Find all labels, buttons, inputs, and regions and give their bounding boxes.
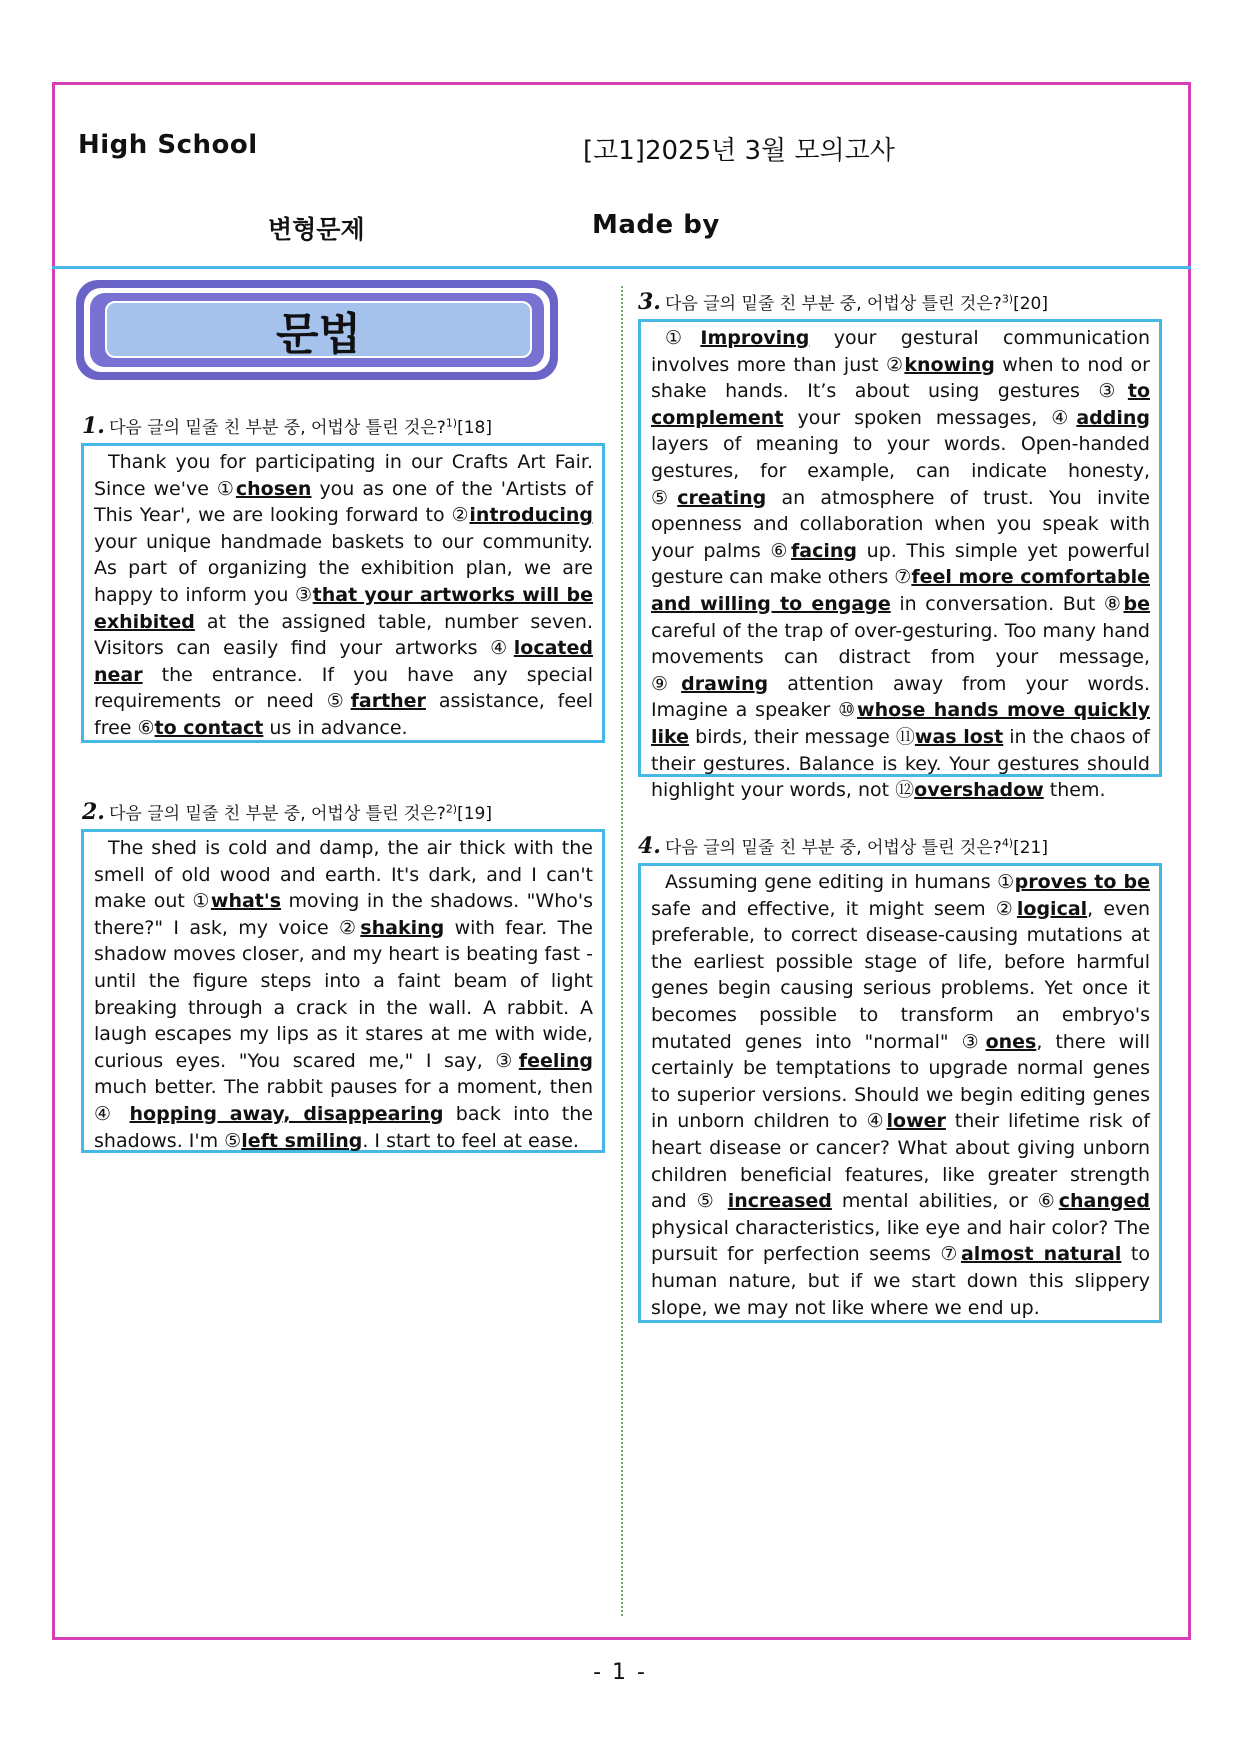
passage-text: to human nature, but if we start down this slippery slope, we may not like where we end up. <box>651 1243 1150 1319</box>
question-2-title <box>82 799 492 825</box>
underlined-choice: adding <box>1076 406 1150 429</box>
underlined-choice: changed <box>1058 1190 1150 1213</box>
passage-text: , there will certainly be temptations to upgrade normal genes to superior versions. Should we begin editing genes in unborn children to ④ <box>651 1030 1150 1133</box>
question-source: [19] <box>457 804 493 824</box>
question-1-title <box>82 413 492 439</box>
passage-text: with fear. The shadow moves closer, and my heart is beating fast - until the figure steps into a faint beam of light breaking through a crack in the wall. A rabbit. A laugh escapes my lips as it stares at me with wide, curious eyes. "You scared me," I say, ③ <box>94 916 593 1072</box>
question-prompt: 다음 글의 밑줄 친 부분 중, 어법상 틀린 것은? <box>108 804 446 824</box>
question-1-box <box>81 443 605 743</box>
passage-text: your gestural communication involves more than just ② <box>651 327 1150 376</box>
underlined-choice: lower <box>886 1110 946 1133</box>
school-label: High School <box>78 130 258 160</box>
passage-text: moving in the shadows. "Who's there?" I ask, my voice ② <box>94 890 593 939</box>
passage-text: your spoken messages, ④ <box>783 406 1077 429</box>
question-number: 3. <box>638 289 661 315</box>
underlined-choice: introducing <box>469 504 593 527</box>
underlined-choice: shaking <box>360 916 445 939</box>
underlined-choice: ones <box>985 1030 1037 1053</box>
underlined-choice: be <box>1123 592 1151 615</box>
question-3-box <box>638 319 1162 802</box>
subtitle: 변형문제 <box>268 215 365 244</box>
underlined-choice: overshadow <box>914 779 1044 802</box>
question-2-passage <box>94 835 593 1154</box>
question-prompt: 다음 글의 밑줄 친 부분 중, 어법상 틀린 것은? <box>108 418 446 438</box>
passage-text: them. <box>1043 779 1106 802</box>
passage-text: , even preferable, to correct disease-causing mutations at the earliest possible stage of life, before harmful genes begin causing serious problems. Yet once it becomes possible to transform an embryo's mutated genes into "normal" ③ <box>651 897 1150 1053</box>
passage-text: . I start to feel at ease. <box>362 1129 579 1152</box>
question-source: [21] <box>1013 838 1049 858</box>
question-number: 2. <box>82 799 105 825</box>
passage-text: at the assigned table, number seven. Visitors can easily find your artworks ④ <box>94 610 593 660</box>
question-prompt: 다음 글의 밑줄 친 부분 중, 어법상 틀린 것은? <box>664 838 1002 858</box>
underlined-choice: located near <box>94 637 593 686</box>
passage-text: the entrance. If you have any special requirements or need ⑤ <box>94 663 593 713</box>
question-number: 4. <box>638 833 661 859</box>
underlined-choice: that your artworks will be exhibited <box>94 583 593 633</box>
passage-text: safe and effective, it might seem ② <box>651 897 1017 920</box>
underlined-choice: chosen <box>235 477 312 500</box>
question-prompt: 다음 글의 밑줄 친 부분 중, 어법상 틀린 것은? <box>664 294 1002 314</box>
passage-text: up. This simple yet powerful gesture can make others ⑦ <box>651 539 1150 589</box>
underlined-choice: creating <box>677 486 767 509</box>
underlined-choice: farther <box>350 690 426 713</box>
passage-text: you as one of the 'Artists of This Year', we are looking forward to ② <box>94 477 594 527</box>
underlined-choice: feel more comfortable and willing to engage <box>651 566 1150 615</box>
underlined-choice: proves to be <box>1014 871 1150 893</box>
passage-text: Thank you for participating in our Crafts Art Fair. Since we've ① <box>94 451 593 500</box>
section-title: 문법 <box>105 301 532 358</box>
underlined-choice: logical <box>1016 897 1088 920</box>
underlined-choice: was lost <box>914 725 1004 748</box>
question-4-passage <box>651 869 1150 1321</box>
underlined-choice: facing <box>791 539 858 562</box>
passage-text: physical characteristics, like eye and hair color? The pursuit for perfection seems ⑦ <box>651 1216 1150 1266</box>
question-number: 1. <box>82 413 105 439</box>
underlined-choice: to complement <box>651 380 1150 429</box>
passage-text: when to nod or shake hands. It’s about using gestures ③ <box>651 353 1150 403</box>
passage-text: much better. The rabbit pauses for a moment, then ④ <box>94 1076 593 1125</box>
underlined-choice: hopping away, disappearing <box>129 1102 444 1125</box>
question-4-title <box>638 833 1048 859</box>
question-3-title <box>638 289 1048 315</box>
footnote-ref: 3) <box>1001 292 1014 306</box>
underlined-choice: knowing <box>904 353 995 376</box>
footnote-ref: 4) <box>1001 836 1014 850</box>
question-source: [20] <box>1013 294 1049 314</box>
underlined-choice: what's <box>210 890 281 913</box>
underlined-choice: feeling <box>518 1049 593 1072</box>
passage-text: us in advance. <box>263 716 408 739</box>
passage-text: assistance, feel free ⑥ <box>94 690 593 739</box>
footnote-ref: 2) <box>445 802 458 816</box>
underlined-choice: increased <box>727 1190 832 1213</box>
exam-title: [고1]2025년 3월 모의고사 <box>583 136 895 166</box>
made-by: Made by <box>592 210 720 240</box>
question-3-passage <box>651 325 1150 804</box>
passage-text: attention away from your words. Imagine a speaker ⑩ <box>651 672 1150 722</box>
passage-text: mental abilities, or ⑥ <box>831 1190 1059 1213</box>
passage-text: back into the shadows. I'm ⑤ <box>94 1102 593 1152</box>
passage-text: in the chaos of their gestures. Balance is key. Your gestures should highlight your words, not ⑫ <box>651 725 1150 802</box>
underlined-choice: whose hands move quickly like <box>651 699 1151 748</box>
column-divider <box>621 286 623 1616</box>
passage-text: ① <box>665 327 701 349</box>
passage-text: Assuming gene editing in humans ① <box>665 871 1015 893</box>
underlined-choice: drawing <box>681 672 769 695</box>
page-number: - 1 - <box>593 1660 647 1685</box>
underlined-choice: almost natural <box>960 1243 1122 1266</box>
passage-text: careful of the trap of over-gesturing. Too many hand movements can distract from your message, ⑨ <box>651 619 1150 695</box>
passage-text: your unique handmade baskets to our community. As part of organizing the exhibition plan, we are happy to inform you ③ <box>94 530 593 606</box>
passage-text: birds, their message ⑪ <box>689 725 915 748</box>
header-divider <box>52 266 1191 269</box>
underlined-choice: to contact <box>154 716 264 739</box>
passage-text: their lifetime risk of heart disease or cancer? What about giving unborn children beneficial features, like greater strength and ⑤ <box>651 1110 1150 1213</box>
passage-text: The shed is cold and damp, the air thick with the smell of old wood and earth. It's dark, and I can't make out ① <box>94 837 593 913</box>
passage-text: in conversation. But ⑧ <box>890 592 1124 615</box>
passage-text: layers of meaning to your words. Open-handed gestures, for example, can indicate honesty, ⑤ <box>651 433 1150 509</box>
underlined-choice: Improving <box>700 327 810 349</box>
question-1-passage <box>94 449 593 742</box>
footnote-ref: 1) <box>445 416 458 430</box>
question-2-box <box>81 829 605 1153</box>
underlined-choice: left smiling <box>241 1129 363 1152</box>
passage-text: an atmosphere of trust. You invite openness and collaboration when you speak with your palms ⑥ <box>651 486 1150 562</box>
question-source: [18] <box>457 418 493 438</box>
question-4-box <box>638 863 1162 1323</box>
